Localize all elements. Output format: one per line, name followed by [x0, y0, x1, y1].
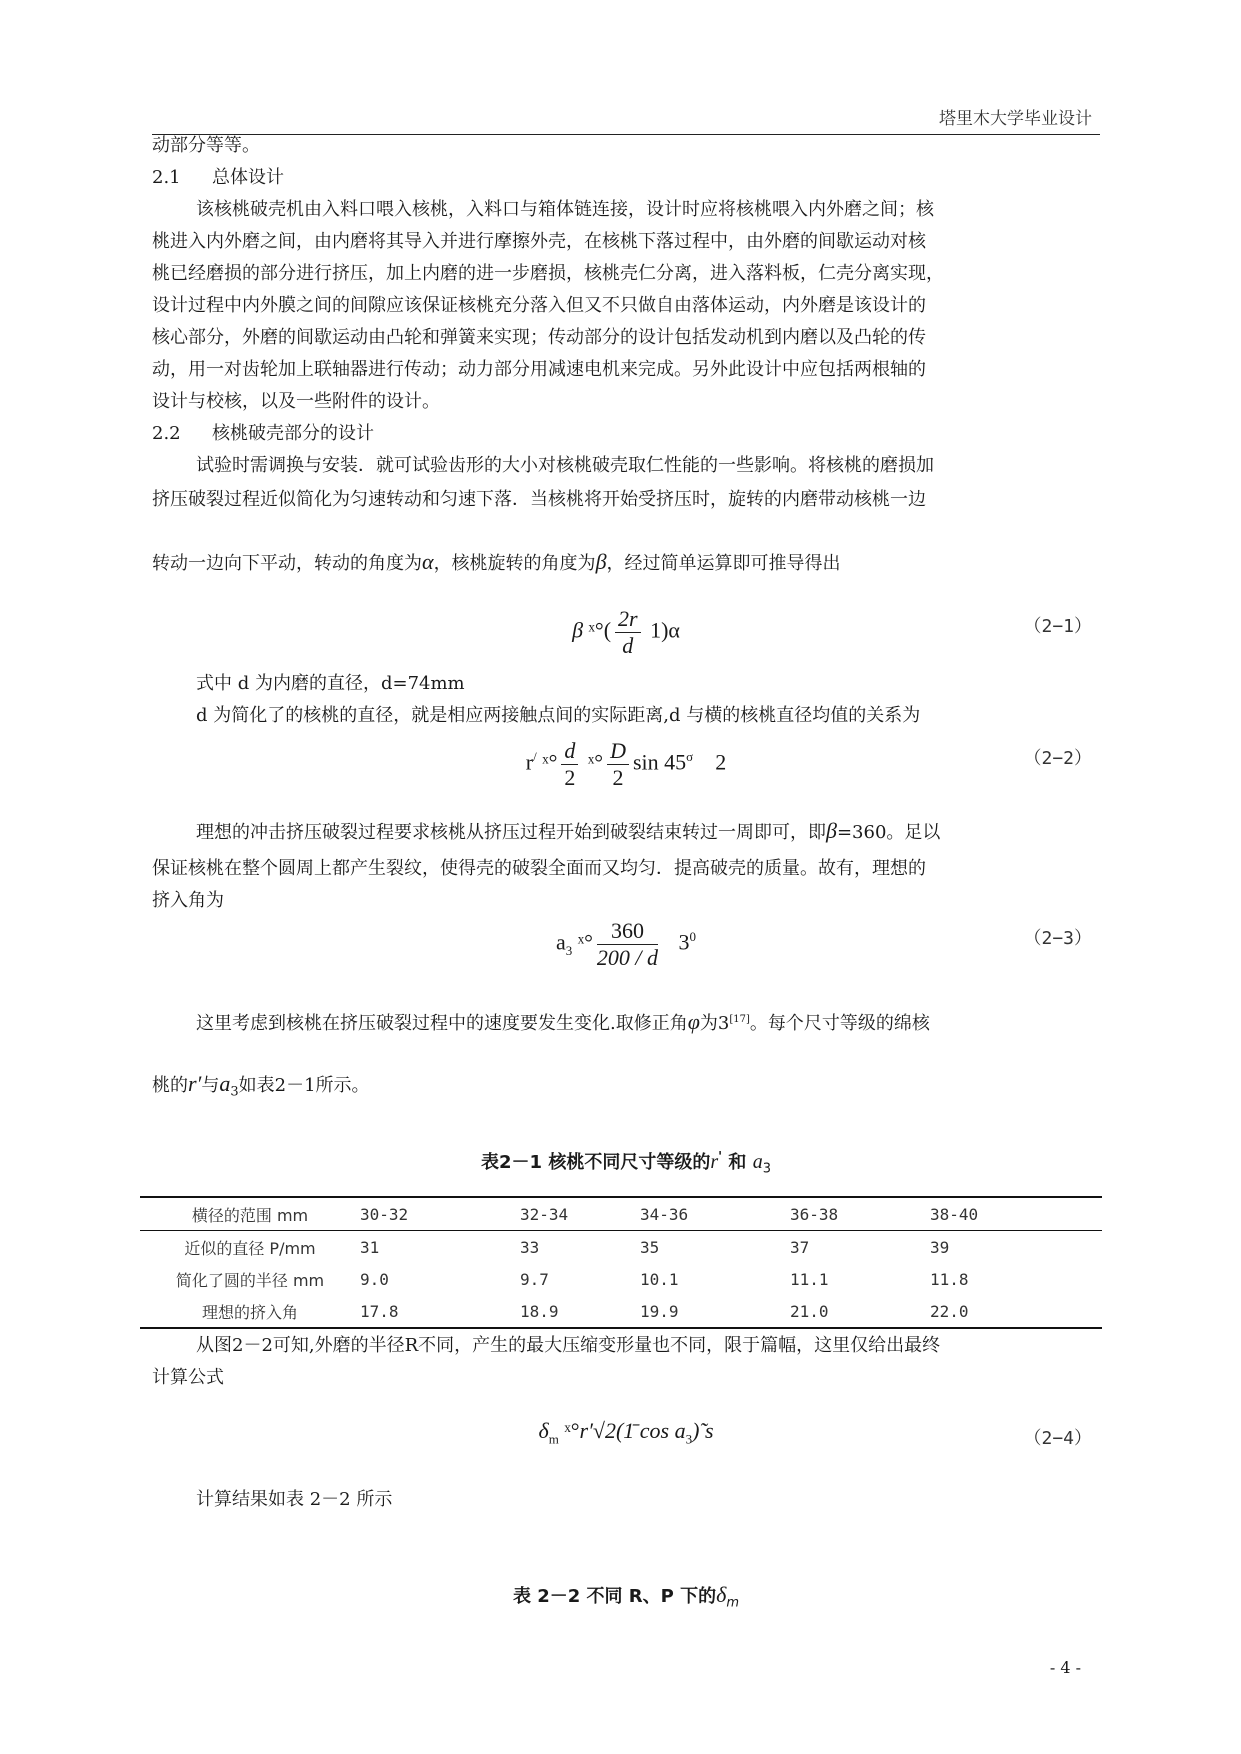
text-run: 转动一边向下平动，转动的角度为 [152, 553, 422, 574]
denominator: 2 [564, 765, 576, 790]
eq-operator: ˣ° [577, 929, 593, 955]
caption-text: 表 2－2 不同 R、P 下的 [512, 1586, 717, 1607]
caption-text: 表2－1 核桃不同尺寸等级的 [481, 1152, 711, 1173]
section-number: 2.1 [152, 167, 181, 188]
text-run: 为3 [699, 1013, 730, 1034]
denominator: 2 [612, 765, 624, 790]
caption-r-symbol: r [710, 1151, 719, 1173]
phi-symbol: φ [687, 1009, 700, 1034]
table-cell: 35 [640, 1237, 660, 1257]
caption-sup: ' [718, 1150, 723, 1165]
eq-sup: 0 [689, 929, 697, 945]
table-cell: 10.1 [640, 1269, 679, 1289]
page-number: - 4 - [1049, 1658, 1081, 1677]
text-run: 这里考虑到核桃在挤压破裂过程中的速度要发生变化.取修正角 [196, 1013, 688, 1034]
numerator: d [561, 738, 578, 765]
section-title: 核桃破壳部分的设计 [212, 423, 374, 444]
table-cell: 37 [790, 1237, 810, 1257]
table-cell: 19.9 [640, 1295, 790, 1328]
eq-rest: 1)α [650, 617, 680, 643]
table-row [140, 1197, 1102, 1231]
table-cell: 38-40 [930, 1197, 1102, 1231]
table-row [140, 1263, 1102, 1295]
eq-rest: 3 [678, 929, 690, 955]
citation-ref: [17] [729, 1014, 750, 1025]
eq-tail: 2 [715, 749, 727, 775]
table-cell: 22.0 [930, 1295, 1102, 1328]
text-run: =360。足以 [836, 822, 941, 843]
paragraph-line: 设计与校核，以及一些附件的设计。 [152, 391, 440, 412]
numerator: 360 [597, 918, 658, 945]
table-cell: 31 [360, 1237, 380, 1257]
paragraph-line: 挤入角为 [152, 890, 224, 911]
a3-subscript: 3 [230, 1084, 239, 1100]
paragraph-line: d 为简化了的核桃的直径，就是相应两接触点间的实际距离,d 与横的核桃直径均值的关系为 [196, 705, 921, 726]
fraction [615, 606, 641, 659]
table-cell: 36-38 [790, 1197, 930, 1231]
table-2-1 [140, 1196, 1102, 1329]
eq-tail: )̃ s [692, 1418, 714, 1443]
text-run: 如表2－1所示。 [238, 1075, 370, 1096]
section-heading-2-2 [152, 418, 1100, 450]
table-row [140, 1231, 1102, 1264]
text-run: 。每个尺寸等级的绵核 [749, 1013, 930, 1034]
eq-body: r′√2(1̄ cos a [579, 1418, 686, 1443]
paragraph-line: 核心部分，外磨的间歇运动由凸轮和弹簧来实现；传动部分的设计包括发动机到内磨以及凸轮的传 [152, 327, 926, 348]
caption-a3-symbol: a [752, 1151, 763, 1173]
paragraph-line: 计算结果如表 2－2 所示 [196, 1489, 393, 1510]
paragraph-line: 试验时需调换与安装．就可试验齿形的大小对核桃破壳取仁性能的一些影响。将核桃的磨损加 [196, 455, 934, 476]
eq-operator: ˣ° [542, 749, 558, 775]
table-cell: 近似的直径 P/mm [184, 1238, 316, 1258]
fraction [607, 738, 629, 791]
table-cell: 11.8 [930, 1269, 969, 1289]
text-run: ，核桃旋转的角度为 [433, 553, 596, 574]
caption-sub: 3 [762, 1161, 771, 1177]
eq-rest: sin 45 [632, 749, 687, 775]
denominator: d [622, 633, 634, 658]
text-run: 桃的 [152, 1075, 188, 1096]
section-number: 2.2 [152, 423, 181, 444]
equation-body [152, 606, 1100, 659]
paragraph-line: 从图2－2可知,外磨的半径R不同，产生的最大压缩变形量也不同，限于篇幅，这里仅给出最终 [196, 1335, 941, 1356]
paragraph-line [152, 546, 1100, 580]
table-row [140, 1295, 1102, 1328]
beta-symbol: β [595, 549, 607, 574]
fraction [597, 918, 658, 971]
table-cell: 18.9 [520, 1295, 640, 1328]
table-cell: 32-34 [520, 1197, 640, 1231]
table-cell: 11.1 [790, 1269, 829, 1289]
paragraph-line: 桃已经磨损的部分进行挤压，加上内磨的进一步磨损，核桃壳仁分离，进入落料板，仁壳分离实现， [152, 263, 944, 284]
eq-sup: σ [686, 749, 694, 765]
paragraph-line [196, 815, 1144, 849]
eq-lhs: β [572, 617, 584, 643]
eq-sub: 3 [685, 1431, 693, 1447]
section-title: 总体设计 [212, 167, 284, 188]
r-prime-symbol: r′ [188, 1071, 202, 1096]
fraction [561, 738, 578, 791]
paragraph-line: 设计过程中内外膜之间的间隙应该保证核桃充分落入但又不只做自由落体运动，内外磨是该设计的 [152, 295, 926, 316]
paragraph-line: 保证核桃在整个圆周上都产生裂纹，使得壳的破裂全面而又均匀．提高破壳的质量。故有，理想的 [152, 858, 926, 879]
text-run: 与 [201, 1075, 220, 1096]
equation-2-4 [152, 1410, 1100, 1470]
section-heading-2-1 [152, 162, 1100, 194]
caption-delta-symbol: δ [716, 1582, 727, 1607]
table-cell: 34-36 [640, 1197, 790, 1231]
numerator: D [607, 738, 629, 765]
eq-sub: m [548, 1431, 559, 1447]
table-cell: 9.0 [360, 1269, 389, 1289]
text-run: 理想的冲击挤压破裂过程要求核桃从挤压过程开始到破裂结束转过一周即可，即 [196, 822, 826, 843]
eq-sup: / [533, 749, 537, 765]
equation-2-3 [152, 910, 1100, 970]
equation-number: （2−1） [1023, 616, 1092, 637]
table-cell: 9.7 [520, 1269, 549, 1289]
eq-lhs: δ [538, 1418, 549, 1443]
beta-symbol: β [826, 818, 837, 843]
paragraph-line: 式中 d 为内磨的直径，d=74mm [196, 673, 465, 694]
table-cell: 简化了圆的半径 mm [175, 1270, 325, 1290]
equation-2-2 [152, 730, 1100, 790]
eq-lhs: r [525, 749, 534, 775]
paragraph-line: 桃进入内外磨之间，由内磨将其导入并进行摩擦外壳，在核桃下落过程中，由外磨的间歇运动对核 [152, 231, 926, 252]
eq-operator: ˣ° [587, 749, 604, 775]
denominator: 200 / d [596, 945, 659, 970]
eq-sub: 3 [565, 942, 573, 958]
table-cell: 33 [520, 1237, 540, 1257]
eq-operator: ˣ°( [588, 617, 612, 643]
equation-body [152, 738, 1100, 791]
caption-and: 和 [728, 1152, 747, 1173]
table-cell: 21.0 [790, 1295, 930, 1328]
table-1-caption [152, 1148, 1100, 1177]
alpha-symbol: α [422, 549, 434, 574]
equation-body [152, 918, 1100, 971]
equation-number: （2−4） [1023, 1428, 1092, 1449]
paragraph-continuation: 动部分等等。 [152, 135, 260, 156]
table-cell: 17.8 [360, 1295, 520, 1328]
header-title: 塔里木大学毕业设计 [939, 109, 1092, 129]
paragraph-line [152, 1068, 1100, 1109]
paragraph-line [196, 1004, 1144, 1040]
text-run: ，经过简单运算即可推导得出 [606, 553, 841, 574]
paragraph-line: 计算公式 [152, 1367, 224, 1388]
equation-number: （2−3） [1023, 928, 1092, 949]
caption-sub: m [726, 1595, 740, 1611]
table-cell: 理想的挤入角 [140, 1295, 360, 1328]
eq-lhs: a [555, 929, 566, 955]
paragraph-line: 挤压破裂过程近似简化为匀速转动和匀速下落．当核桃将开始受挤压时，旋转的内磨带动核桃一边 [152, 489, 926, 510]
equation-body [152, 1418, 1100, 1447]
equation-number: （2−2） [1023, 748, 1092, 769]
a3-symbol: a [219, 1071, 231, 1096]
table-cell: 39 [930, 1237, 950, 1257]
eq-operator: ˣ° [564, 1418, 580, 1443]
table-cell: 横径的范围 mm [140, 1197, 360, 1231]
table-2-caption [152, 1582, 1100, 1611]
paragraph-line: 该核桃破壳机由入料口喂入核桃，入料口与箱体链连接，设计时应将核桃喂入内外磨之间；核 [196, 199, 934, 220]
table-cell: 30-32 [360, 1197, 520, 1231]
paragraph-line: 动，用一对齿轮加上联轴器进行传动；动力部分用减速电机来完成。另外此设计中应包括两根轴的 [152, 359, 926, 380]
equation-2-1 [152, 598, 1100, 658]
numerator: 2r [615, 606, 641, 633]
